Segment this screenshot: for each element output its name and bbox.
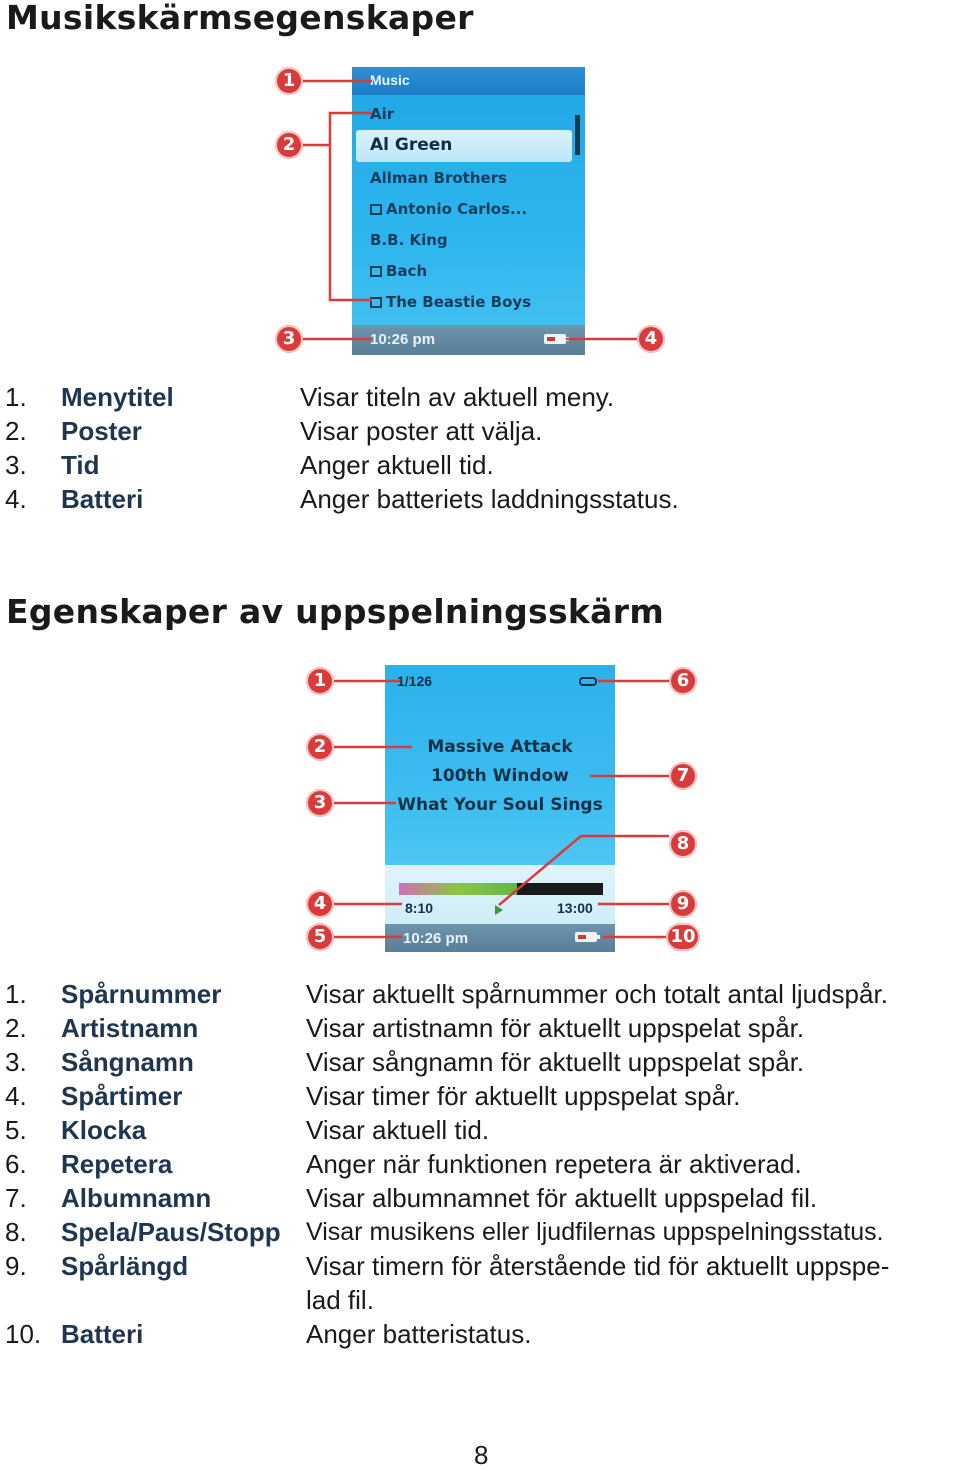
callout-badge: 3 <box>275 325 303 353</box>
callout-badge: 8 <box>669 830 697 858</box>
menu-item-air: Air <box>370 105 395 123</box>
callout-badge: 1 <box>275 67 303 95</box>
song-name-text: What Your Soul Sings <box>397 795 603 815</box>
track-length-text: 13:00 <box>557 900 593 916</box>
status-bar <box>385 924 615 952</box>
menu-title-bar <box>352 67 585 95</box>
folder-icon <box>370 297 382 308</box>
folder-icon <box>370 204 382 215</box>
play-icon <box>495 905 503 915</box>
callout-badge: 4 <box>637 325 665 353</box>
callout-badge: 2 <box>306 733 334 761</box>
track-number-text: 1/126 <box>397 673 433 689</box>
legend-continuation: lad fil. <box>306 1285 374 1315</box>
callout-badge: 6 <box>669 667 697 695</box>
menu-title: Music <box>370 72 410 88</box>
menu-item-bach: Bach <box>370 262 427 280</box>
album-name-text: 100th Window <box>431 766 569 786</box>
menu-item-al-green: Al Green <box>370 135 453 155</box>
playback-screen-illustration <box>385 665 615 952</box>
menu-item-bb-king: B.B. King <box>370 231 448 249</box>
callout-badge: 2 <box>275 131 303 159</box>
clock-text: 10:26 pm <box>370 331 436 348</box>
callout-badge: 1 <box>306 667 334 695</box>
callout-badge: 3 <box>306 789 334 817</box>
callout-badge: 9 <box>669 890 697 918</box>
callout-badge: 10 <box>666 923 700 951</box>
section-title-playback-screen: Egenskaper av uppspelningsskärm <box>6 592 665 631</box>
menu-item-beastie-boys: The Beastie Boys <box>370 293 531 311</box>
menu-item-allman-brothers: Allman Brothers <box>370 169 508 187</box>
battery-icon <box>575 932 597 942</box>
callout-badge: 5 <box>306 923 334 951</box>
battery-icon <box>544 334 566 344</box>
music-menu-screen-illustration <box>352 67 585 355</box>
scrollbar-thumb <box>575 115 580 155</box>
progress-bar <box>399 883 603 895</box>
artist-name-text: Massive Attack <box>427 737 573 757</box>
clock-text: 10:26 pm <box>403 930 469 947</box>
elapsed-time-text: 8:10 <box>405 900 434 916</box>
section-title-music-screen: Musikskärmsegenskaper <box>6 0 474 37</box>
menu-item-antonio-carlos: Antonio Carlos... <box>370 200 527 218</box>
folder-icon <box>370 266 382 277</box>
repeat-icon <box>579 677 597 686</box>
progress-fill <box>399 883 517 895</box>
status-bar <box>352 325 585 355</box>
callout-badge: 4 <box>306 890 334 918</box>
page-number: 8 <box>474 1440 489 1470</box>
callout-badge: 7 <box>669 762 697 790</box>
